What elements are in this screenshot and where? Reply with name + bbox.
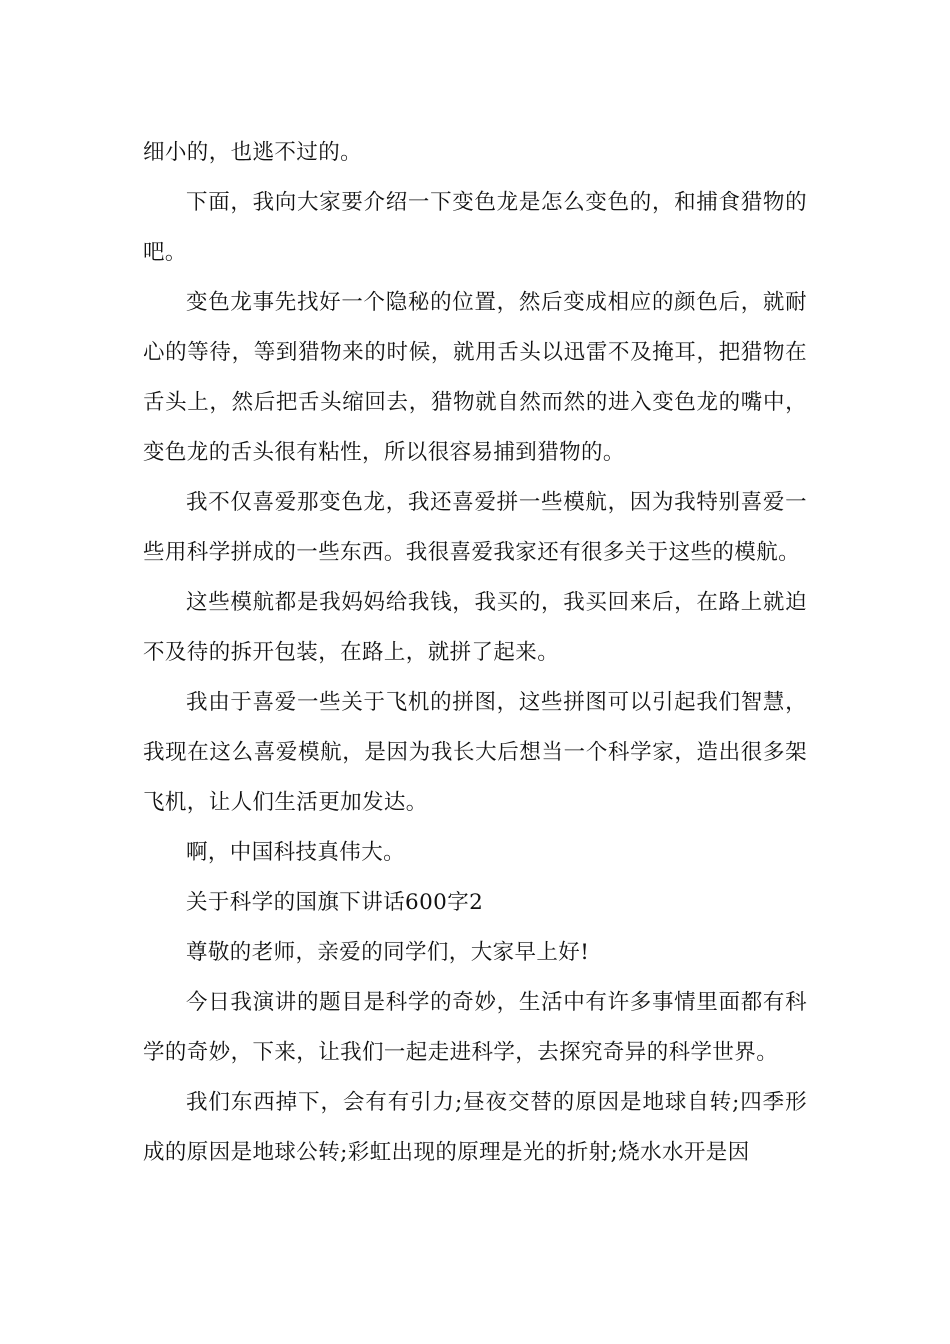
paragraph: 这些模航都是我妈妈给我钱，我买的，我买回来后，在路上就迫不及待的拆开包装，在路上，就拼了起来。: [143, 590, 807, 665]
paragraph: 我由于喜爱一些关于飞机的拼图，这些拼图可以引起我们智慧，我现在这么喜爱模航，是因为我长大后想当一个科学家，造出很多架飞机，让人们生活更加发达。: [143, 690, 807, 815]
paragraph: 今日我演讲的题目是科学的奇妙，生活中有许多事情里面都有科学的奇妙，下来，让我们一起走进科学，去探究奇异的科学世界。: [143, 990, 807, 1065]
section-heading: 关于科学的国旗下讲话600字2: [186, 890, 484, 915]
document-body: [143, 128, 807, 1178]
salutation: 尊敬的老师，亲爱的同学们，大家早上好!: [186, 940, 590, 965]
paragraph: 变色龙事先找好一个隐秘的位置，然后变成相应的颜色后，就耐心的等待，等到猎物来的时候，就用舌头以迅雷不及掩耳，把猎物在舌头上，然后把舌头缩回去，猎物就自然而然的进入变色龙的嘴中，变色龙的舌头很有粘性，所以很容易捕到猎物的。: [143, 290, 807, 465]
paragraph: 我不仅喜爱那变色龙，我还喜爱拼一些模航，因为我特别喜爱一些用科学拼成的一些东西。我很喜爱我家还有很多关于这些的模航。: [143, 490, 807, 565]
paragraph: 下面，我向大家要介绍一下变色龙是怎么变色的，和捕食猎物的吧。: [143, 190, 807, 265]
paragraph: 我们东西掉下，会有有引力;昼夜交替的原因是地球自转;四季形成的原因是地球公转;彩虹出现的原理是光的折射;烧水水开是因: [143, 1090, 807, 1165]
paragraph-continuation: 细小的，也逃不过的。: [143, 140, 363, 165]
paragraph: 啊，中国科技真伟大。: [186, 840, 406, 865]
